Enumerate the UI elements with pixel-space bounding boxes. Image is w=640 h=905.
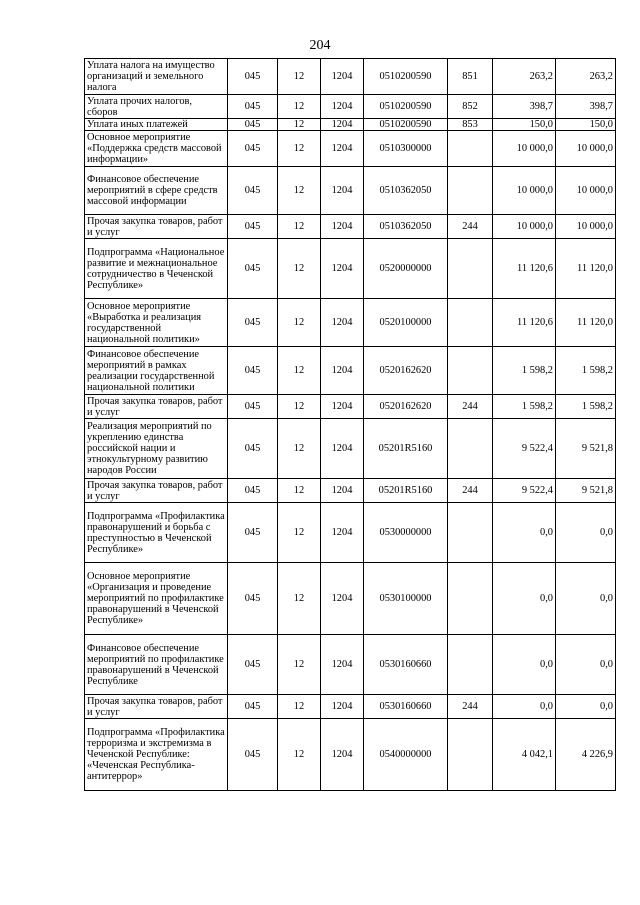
cell-section: 12 <box>278 131 321 167</box>
cell-amount-year-2: 10 000,0 <box>556 215 616 239</box>
cell-expense-type <box>448 503 493 563</box>
cell-expense-type <box>448 239 493 299</box>
cell-amount-year-1: 1 598,2 <box>493 347 556 395</box>
table-row <box>85 419 616 479</box>
cell-expense-type: 853 <box>448 119 493 131</box>
cell-target-article: 0510200590 <box>364 95 448 119</box>
cell-subsection: 1204 <box>321 395 364 419</box>
cell-amount-year-1: 263,2 <box>493 59 556 95</box>
cell-amount-year-1: 10 000,0 <box>493 131 556 167</box>
cell-amount-year-1: 4 042,1 <box>493 719 556 791</box>
cell-target-article: 0520000000 <box>364 239 448 299</box>
cell-expense-type <box>448 131 493 167</box>
cell-section: 12 <box>278 395 321 419</box>
table-row <box>85 719 616 791</box>
cell-expense-type: 244 <box>448 695 493 719</box>
cell-target-article: 0510200590 <box>364 119 448 131</box>
cell-ministry: 045 <box>228 635 278 695</box>
cell-subsection: 1204 <box>321 635 364 695</box>
table-row <box>85 635 616 695</box>
cell-ministry: 045 <box>228 119 278 131</box>
row-name: Финансовое обеспечение мероприятий в рамках реализации государственной национальной политики <box>85 347 228 395</box>
table-row <box>85 215 616 239</box>
cell-section: 12 <box>278 59 321 95</box>
row-name: Подпрограмма «Национальное развитие и межнациональное сотрудничество в Чеченской Республике» <box>85 239 228 299</box>
cell-expense-type <box>448 347 493 395</box>
table-row <box>85 563 616 635</box>
cell-subsection: 1204 <box>321 347 364 395</box>
cell-subsection: 1204 <box>321 563 364 635</box>
table-row <box>85 479 616 503</box>
cell-amount-year-1: 0,0 <box>493 503 556 563</box>
cell-expense-type <box>448 299 493 347</box>
row-name: Прочая закупка товаров, работ и услуг <box>85 695 228 719</box>
cell-target-article: 0530160660 <box>364 695 448 719</box>
cell-amount-year-2: 1 598,2 <box>556 347 616 395</box>
cell-amount-year-1: 10 000,0 <box>493 215 556 239</box>
row-name: Прочая закупка товаров, работ и услуг <box>85 215 228 239</box>
cell-ministry: 045 <box>228 59 278 95</box>
cell-amount-year-2: 150,0 <box>556 119 616 131</box>
cell-section: 12 <box>278 695 321 719</box>
cell-ministry: 045 <box>228 503 278 563</box>
cell-ministry: 045 <box>228 347 278 395</box>
table-row <box>85 131 616 167</box>
page-number: 204 <box>309 38 331 53</box>
row-name: Уплата прочих налогов, сборов <box>85 95 228 119</box>
cell-section: 12 <box>278 95 321 119</box>
cell-amount-year-2: 0,0 <box>556 563 616 635</box>
cell-subsection: 1204 <box>321 215 364 239</box>
cell-subsection: 1204 <box>321 695 364 719</box>
table-row <box>85 167 616 215</box>
cell-amount-year-2: 263,2 <box>556 59 616 95</box>
cell-expense-type <box>448 419 493 479</box>
cell-subsection: 1204 <box>321 95 364 119</box>
budget-table <box>84 58 616 791</box>
cell-target-article: 0510200590 <box>364 59 448 95</box>
cell-amount-year-1: 150,0 <box>493 119 556 131</box>
cell-expense-type: 851 <box>448 59 493 95</box>
row-name: Подпрограмма «Профилактика терроризма и экстремизма в Чеченской Республике: «Чеченская Республика-антитеррор» <box>85 719 228 791</box>
cell-section: 12 <box>278 635 321 695</box>
cell-amount-year-1: 9 522,4 <box>493 479 556 503</box>
table-row <box>85 239 616 299</box>
cell-section: 12 <box>278 119 321 131</box>
cell-target-article: 0520162620 <box>364 347 448 395</box>
cell-ministry: 045 <box>228 479 278 503</box>
cell-expense-type <box>448 167 493 215</box>
cell-ministry: 045 <box>228 299 278 347</box>
cell-amount-year-1: 11 120,6 <box>493 299 556 347</box>
cell-subsection: 1204 <box>321 131 364 167</box>
cell-section: 12 <box>278 719 321 791</box>
cell-expense-type <box>448 563 493 635</box>
cell-subsection: 1204 <box>321 479 364 503</box>
cell-section: 12 <box>278 419 321 479</box>
cell-ministry: 045 <box>228 167 278 215</box>
row-name: Финансовое обеспечение мероприятий в сфере средств массовой информации <box>85 167 228 215</box>
table-row <box>85 59 616 95</box>
cell-amount-year-2: 11 120,0 <box>556 299 616 347</box>
cell-target-article: 0510362050 <box>364 167 448 215</box>
table-row <box>85 119 616 131</box>
cell-target-article: 05201R5160 <box>364 479 448 503</box>
cell-target-article: 0520162620 <box>364 395 448 419</box>
table-row <box>85 347 616 395</box>
table-row <box>85 503 616 563</box>
cell-amount-year-2: 10 000,0 <box>556 131 616 167</box>
cell-expense-type: 852 <box>448 95 493 119</box>
cell-amount-year-1: 10 000,0 <box>493 167 556 215</box>
table-row <box>85 299 616 347</box>
row-name: Уплата иных платежей <box>85 119 228 131</box>
row-name: Основное мероприятие «Организация и проведение мероприятий по профилактике правонарушений в Чеченской Республике» <box>85 563 228 635</box>
cell-ministry: 045 <box>228 131 278 167</box>
cell-expense-type <box>448 719 493 791</box>
cell-amount-year-2: 4 226,9 <box>556 719 616 791</box>
cell-ministry: 045 <box>228 395 278 419</box>
cell-amount-year-2: 0,0 <box>556 503 616 563</box>
cell-ministry: 045 <box>228 419 278 479</box>
row-name: Прочая закупка товаров, работ и услуг <box>85 479 228 503</box>
cell-section: 12 <box>278 503 321 563</box>
cell-section: 12 <box>278 215 321 239</box>
cell-amount-year-1: 11 120,6 <box>493 239 556 299</box>
cell-target-article: 05201R5160 <box>364 419 448 479</box>
cell-amount-year-2: 0,0 <box>556 695 616 719</box>
cell-target-article: 0540000000 <box>364 719 448 791</box>
cell-ministry: 045 <box>228 95 278 119</box>
cell-amount-year-1: 0,0 <box>493 635 556 695</box>
cell-expense-type <box>448 635 493 695</box>
cell-amount-year-2: 11 120,0 <box>556 239 616 299</box>
row-name: Финансовое обеспечение мероприятий по профилактике правонарушений в Чеченской Республике <box>85 635 228 695</box>
cell-subsection: 1204 <box>321 119 364 131</box>
cell-amount-year-1: 1 598,2 <box>493 395 556 419</box>
cell-target-article: 0530160660 <box>364 635 448 695</box>
cell-subsection: 1204 <box>321 503 364 563</box>
cell-target-article: 0510300000 <box>364 131 448 167</box>
row-name: Уплата налога на имущество организаций и земельного налога <box>85 59 228 95</box>
row-name: Основное мероприятие «Выработка и реализация государственной национальной политики» <box>85 299 228 347</box>
cell-expense-type: 244 <box>448 215 493 239</box>
cell-amount-year-2: 0,0 <box>556 635 616 695</box>
table-row <box>85 95 616 119</box>
cell-section: 12 <box>278 563 321 635</box>
cell-amount-year-2: 10 000,0 <box>556 167 616 215</box>
cell-section: 12 <box>278 479 321 503</box>
cell-amount-year-1: 9 522,4 <box>493 419 556 479</box>
cell-expense-type: 244 <box>448 395 493 419</box>
cell-section: 12 <box>278 167 321 215</box>
cell-amount-year-1: 398,7 <box>493 95 556 119</box>
cell-section: 12 <box>278 347 321 395</box>
cell-amount-year-2: 9 521,8 <box>556 479 616 503</box>
cell-ministry: 045 <box>228 239 278 299</box>
cell-target-article: 0530000000 <box>364 503 448 563</box>
row-name: Подпрограмма «Профилактика правонарушений и борьба с преступностью в Чеченской Республике» <box>85 503 228 563</box>
cell-amount-year-2: 398,7 <box>556 95 616 119</box>
cell-ministry: 045 <box>228 563 278 635</box>
cell-ministry: 045 <box>228 215 278 239</box>
cell-amount-year-1: 0,0 <box>493 563 556 635</box>
cell-ministry: 045 <box>228 719 278 791</box>
cell-expense-type: 244 <box>448 479 493 503</box>
table-row <box>85 695 616 719</box>
row-name: Реализация мероприятий по укреплению единства российской нации и этнокультурному развитию народов России <box>85 419 228 479</box>
table-body <box>85 59 616 791</box>
table-row <box>85 395 616 419</box>
cell-target-article: 0510362050 <box>364 215 448 239</box>
cell-subsection: 1204 <box>321 59 364 95</box>
row-name: Основное мероприятие «Поддержка средств массовой информации» <box>85 131 228 167</box>
cell-target-article: 0520100000 <box>364 299 448 347</box>
row-name: Прочая закупка товаров, работ и услуг <box>85 395 228 419</box>
cell-amount-year-1: 0,0 <box>493 695 556 719</box>
cell-subsection: 1204 <box>321 719 364 791</box>
cell-subsection: 1204 <box>321 299 364 347</box>
cell-subsection: 1204 <box>321 419 364 479</box>
cell-subsection: 1204 <box>321 239 364 299</box>
cell-amount-year-2: 1 598,2 <box>556 395 616 419</box>
cell-target-article: 0530100000 <box>364 563 448 635</box>
cell-section: 12 <box>278 239 321 299</box>
cell-subsection: 1204 <box>321 167 364 215</box>
cell-ministry: 045 <box>228 695 278 719</box>
cell-section: 12 <box>278 299 321 347</box>
cell-amount-year-2: 9 521,8 <box>556 419 616 479</box>
